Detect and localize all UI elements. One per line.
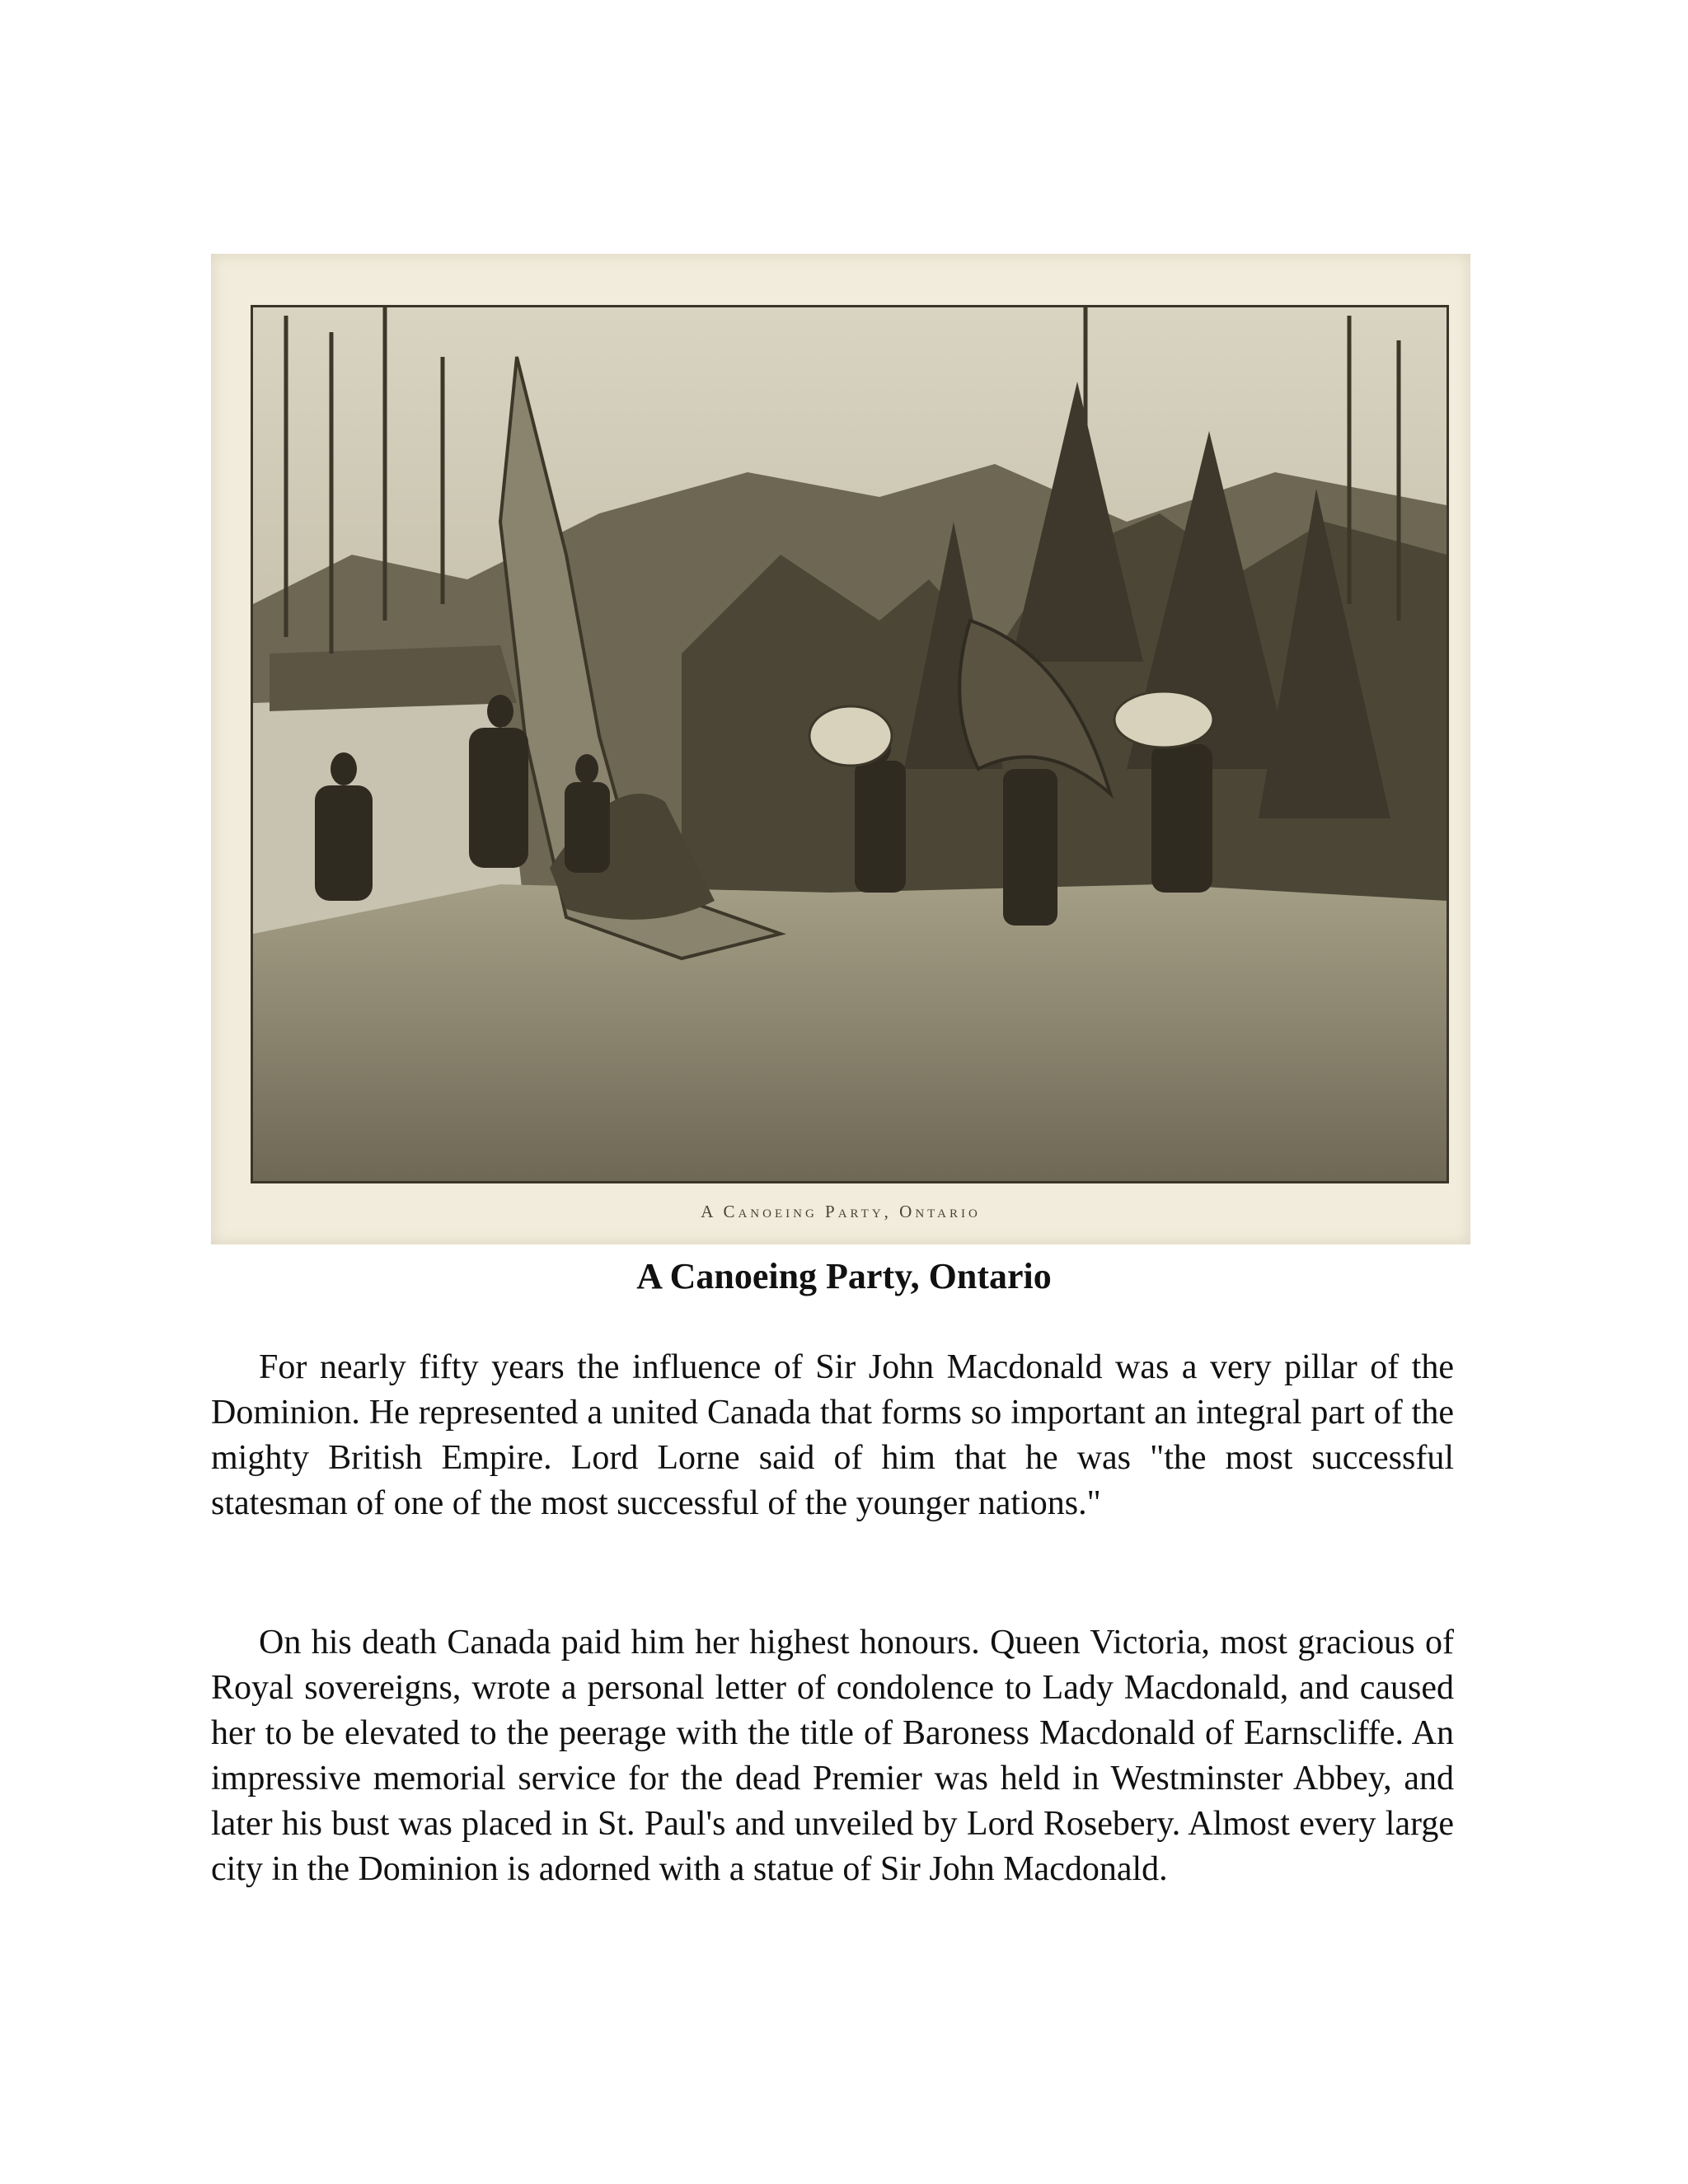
figure-caption: A Canoeing Party, Ontario [636, 1256, 1052, 1296]
photo-illustration [253, 307, 1447, 1181]
paragraph: For nearly fifty years the influence of Sir John Macdonald was a very pillar of the Dominion. He represented a united Canada that forms so important an integral part of the mighty British Empire. Lord Lorne said of him that he was "the most successful statesman of one of the most successful of the younger nations." [211, 1348, 1454, 1522]
photo-plate [211, 254, 1470, 1244]
paragraph: On his death Canada paid him her highest honours. Queen Victoria, most gracious of Royal sovereigns, wrote a personal letter of condolence to Lady Macdonald, and caused her to be elevated to the peerage with the title of Baroness Macdonald of Earnscliffe. An impressive memorial service for the dead Premier was held in Westminster Abbey, and later his bust was placed in St. Paul's and unveiled by Lord Rosebery. Almost every large city in the Dominion is adorned with a statue of Sir John Macdonald. [211, 1624, 1454, 1888]
plate-caption: A Canoeing Party, Ontario [701, 1202, 981, 1221]
canoeing-party-photograph [251, 305, 1449, 1183]
